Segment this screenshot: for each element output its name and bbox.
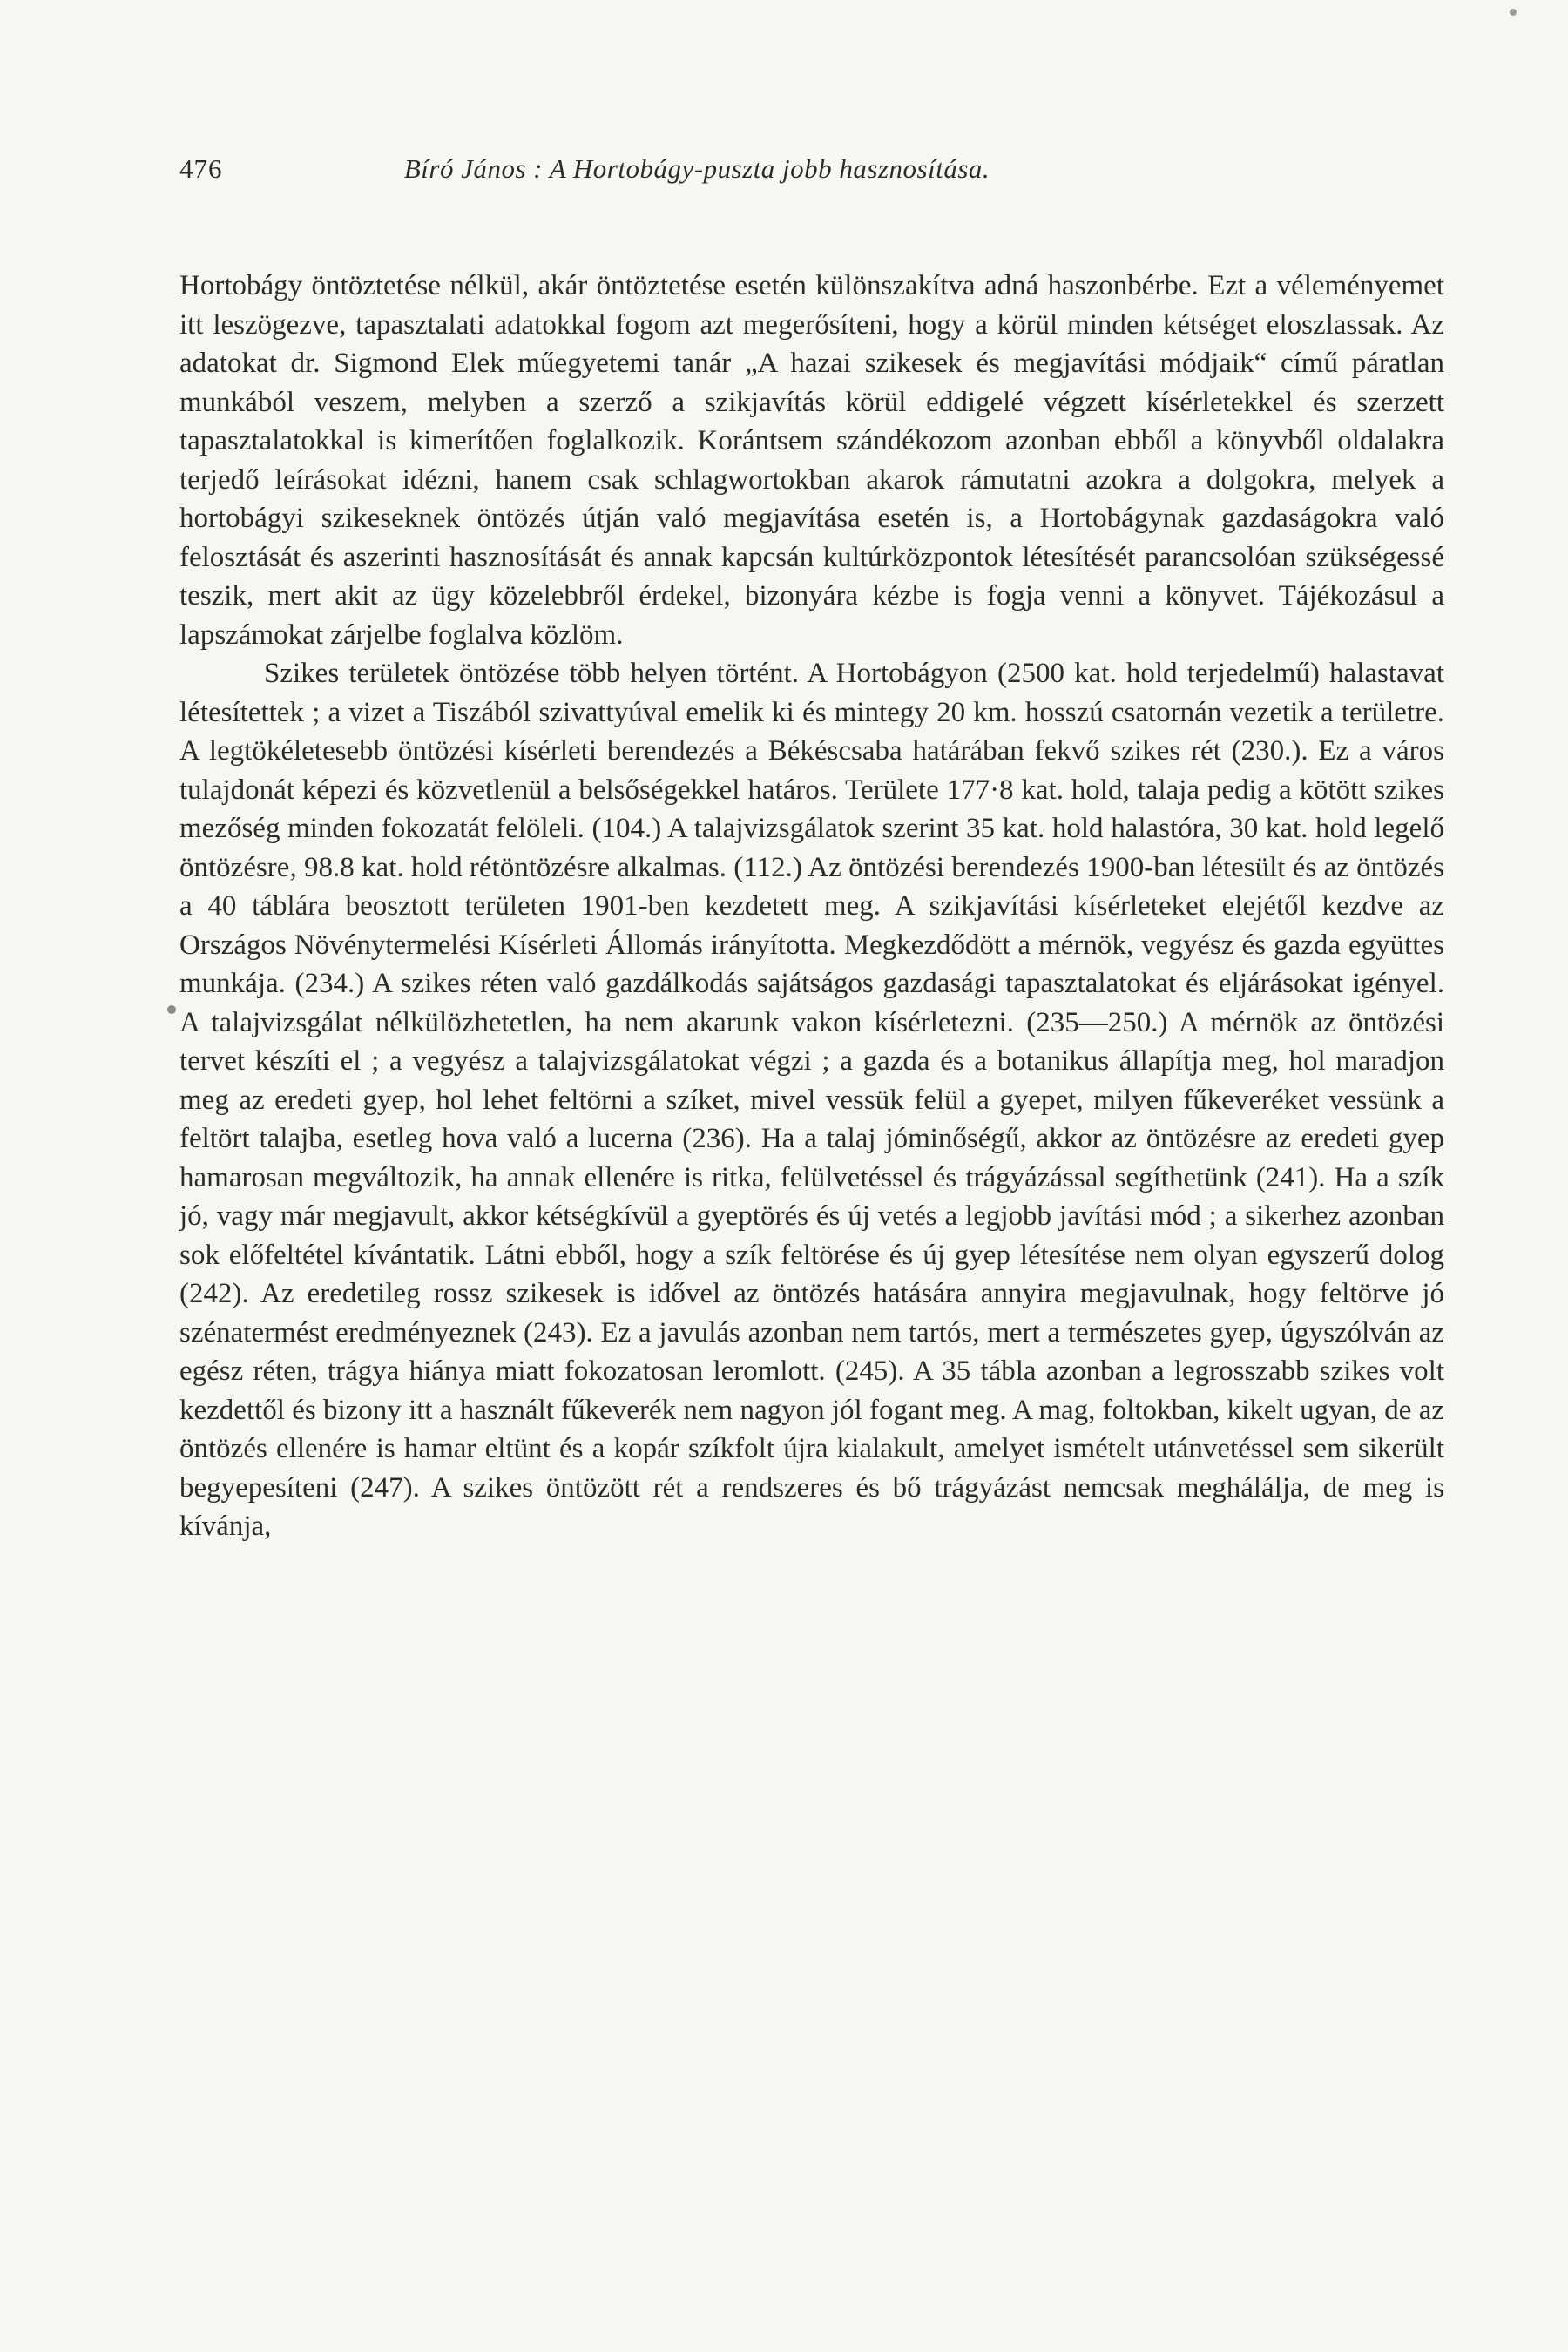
scan-speck	[1510, 9, 1517, 16]
page-number: 476	[179, 153, 223, 184]
margin-mark	[167, 1005, 176, 1014]
body-text	[179, 267, 1444, 1546]
running-title: Bíró János : A Hortobágy-puszta jobb hasznosítása.	[403, 153, 990, 184]
paragraph-irrigation: Szikes területek öntözése több helyen történt. A Hortobágyon (2500 kat. hold terjedelmű) halastavat létesítettek ; a vizet a Tiszából szivattyúval emelik ki és mintegy 20 km. hosszú csatornán vezetik a területre. A legtökéletesebb öntözési kísérleti berendezés a Békéscsaba határában fekvő szikes rét (230.). Ez a város tulajdonát képezi és közvetlenül a belsőségekkel határos. Területe 177·8 kat. hold, talaja pedig a kötött szikes mezőség minden fokozatát felöleli. (104.) A talajvizsgálatok szerint 35 kat. hold halastóra, 30 kat. hold legelő öntözésre, 98.8 kat. hold rétöntözésre alkalmas. (112.) Az öntözési berendezés 1900-ban létesült és az öntözés a 40 táblára beosztott területen 1901-ben kezdetett meg. A szikjavítási kísérleteket elejétől kezdve az Országos Növénytermelési Kísérleti Állomás irányította. Megkezdődött a mérnök, vegyész és gazda együttes munkája. (234.) A szikes réten való gazdálkodás sajátságos gazdasági tapasztalatokat és eljárásokat igényel. A talajvizsgálat nélkülözhetetlen, ha nem akarunk vakon kísérletezni. (235—250.) A mérnök az öntözési tervet készíti el ; a vegyész a talajvizsgálatokat végzi ; a gazda és a botanikus állapítja meg, hol maradjon meg az eredeti gyep, hol lehet feltörni a szíket, mivel vessük felül a gyepet, milyen fűkeveréket vessünk a feltört talajba, esetleg hova való a lucerna (236). Ha a talaj jóminőségű, akkor az öntözésre az eredeti gyep hamarosan megváltozik, ha annak ellenére is ritka, felülvetéssel és trágyázással segíthetünk (241). Ha a szík jó, vagy már megjavult, akkor kétségkívül a gyeptörés és új vetés a legjobb javítási mód ; a sikerhez azonban sok előfeltétel kívántatik. Látni ebből, hogy a szík feltörése és új gyep létesítése nem olyan egyszerű dolog (242). Az eredetileg rossz szikesek is idővel az öntözés hatására annyira megjavulnak, hogy feltörve jó szénatermést eredményeznek (243). Ez a javulás azonban nem tartós, mert a természetes gyep, úgyszólván az egész réten, trágya hiánya miatt fokozatosan leromlott. (245). A 35 tábla azonban a legrosszabb szikes volt kezdettől és bizony itt a használt fűkeverék nem nagyon jól fogant meg. A mag, foltokban, kikelt ugyan, de az öntözés ellenére is hamar eltünt és a kopár szíkfolt újra kialakult, amelyet ismételt utánvetéssel sem sikerült begyepesíteni (247). A szikes öntözött rét a rendszeres és bő trágyázást nemcsak meghálálja, de meg is kívánja,	[179, 658, 1444, 1542]
paragraph-continuation: Hortobágy öntöztetése nélkül, akár öntöztetése esetén különszakítva adná haszonbérbe. Ezt a véleményemet itt leszögezve, tapasztalati adatokkal fogom azt megerősíteni, hogy a körül minden kétséget eloszlassak. Az adatokat dr. Sigmond Elek műegyetemi tanár „A hazai szikesek és megjavítási módjaik“ című páratlan munkából veszem, melyben a szerző a szikjavítás körül eddigelé végzett kísérletekkel és szerzett tapasztalatokkal is kimerítően foglalkozik. Korántsem szándékozom azonban ebből a könyvből oldalakra terjedő leírásokat idézni, hanem csak schlagwortokban akarok rámutatni azokra a dolgokra, melyek a hortobágyi szikeseknek öntözés útján való megjavítása esetén is, a Hortobágynak gazdaságokra való felosztását és aszerinti hasznosítását és annak kapcsán kultúrközpontok létesítését parancsolóan szükségessé teszik, mert akit az ügy közelebbről érdekel, bizonyára kézbe is fogja venni a könyvet. Tájékozásul a lapszámokat zárjelbe foglalva közlöm.	[179, 270, 1444, 651]
page-header	[179, 153, 1214, 188]
